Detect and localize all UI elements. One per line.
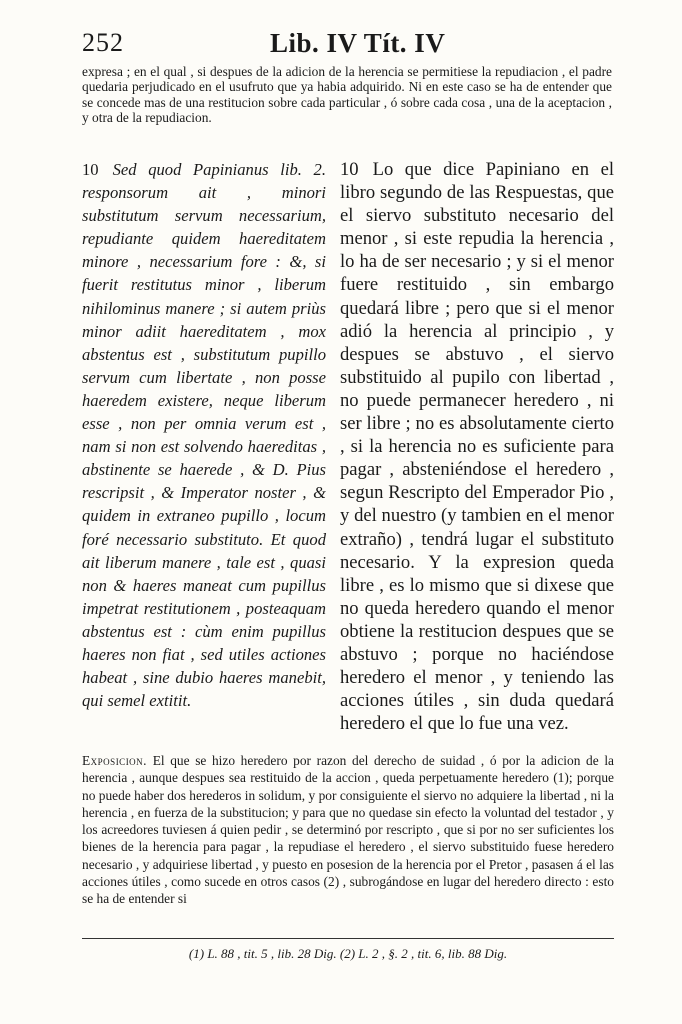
exposition-label: Exposicion. [82, 753, 148, 768]
spanish-column [340, 158, 614, 735]
exposition-paragraph [82, 752, 614, 908]
footnotes: (1) L. 88 , tit. 5 , lib. 28 Dig. (2) L. 2 , §. 2 , tit. 6, lib. 88 Dig. [188, 946, 508, 961]
latin-column [82, 158, 326, 712]
spanish-section-number: 10 [340, 159, 359, 180]
page-number: 252 [82, 28, 124, 57]
latin-text: Sed quod Papinianus lib. 2. responsorum ait , minori substitutum servum necessarium, repudiante quidem haereditatem minore , necessarium fore : &, si fuerit restitutus minor , liberum nihilominus manere ; si autem priùs minor adiit haereditatem , mox abstentus est , substitutum pupillo servum cum libertate , non posse haeredem existere, neque liberum esse , non per omnia verum est , nam si non est solvendo haereditas , abstinente se haerede , & D. Pius rescripsit , & Imperator noster , & quidem in extraneo pupillo , locum foré necessario substituto. Et quod ait liberum manere , tale est , quasi non & haeres maneat cum pupillus impetrat restitutionem , posteaquam abstentus est : cùm enim pupillus haeres non fiat , sed utiles actiones habeat , sine dubio haeres manebit, qui semel extitit. [82, 160, 326, 711]
latin-section-number: 10 [82, 160, 99, 179]
intro-paragraph: expresa ; en el qual , si despues de la adicion de la herencia se permitiese la repudiacion , el padre quedaria perjudicado en el usufruto que ya habia adquirido. Ni en este caso se ha de entender que se concede mas de una restitucion sobre cada particular , ó sobre cada cosa , una de la aceptacion , y otra de la repudiacion. [82, 64, 612, 126]
spanish-text: Lo que dice Papiniano en el libro segundo de las Respuestas, que el siervo substituto necesario del menor , si este repudia la herencia , lo ha de ser necesario ; y si el menor fuere restituido , sin embargo quedará libre ; pero que si el menor adió la herencia al principio , y despues se abstuvo , el siervo substituido al pupilo con libertad , no puede permanecer heredero , ni ser libre ; no es absolutamente cierto , si la herencia no es suficiente para pagar , absteniéndose el heredero , segun Rescripto del Emperador Pio , y del nuestro (y tambien en el menor extraño) , tendrá lugar el substituto necesario. Y la expresion queda libre , es lo mismo que si dixese que no queda heredero quando el menor obtiene la restitucion despues que se abstuvo ; porque no haciéndose heredero el menor , y teniendo las acciones útiles , sin duda quedará heredero el que lo fue una vez. [340, 159, 614, 735]
running-head: Lib. IV Tít. IV [270, 28, 446, 58]
footnote-divider [82, 938, 614, 939]
exposition-text: El que se hizo heredero por razon del derecho de suidad , ó por la adicion de la herencia , aunque despues sea restituido de la accion , queda perpetuamente heredero (1); porque no puede haber dos herederos in solidum, y por consiguiente el siervo no adquiere la libertad , ni la herencia , en fuerza de la substitucion; y para que no quedase sin efecto la voluntad del testador , y los acreedores tuviesen á quien pedir , se determinó por rescripto , que si por no ser suficientes los bienes de la herencia para pagar , la repudiase el heredero , el siervo substituido fuese heredero necesario , y adquiriese libertad , y puesto en posesion de la herencia por el Pretor , pasasen á el las acciones útiles , como sucede en otros casos (2) , subrogándose en lugar del heredero directo : esto se ha de entender si [82, 753, 614, 907]
